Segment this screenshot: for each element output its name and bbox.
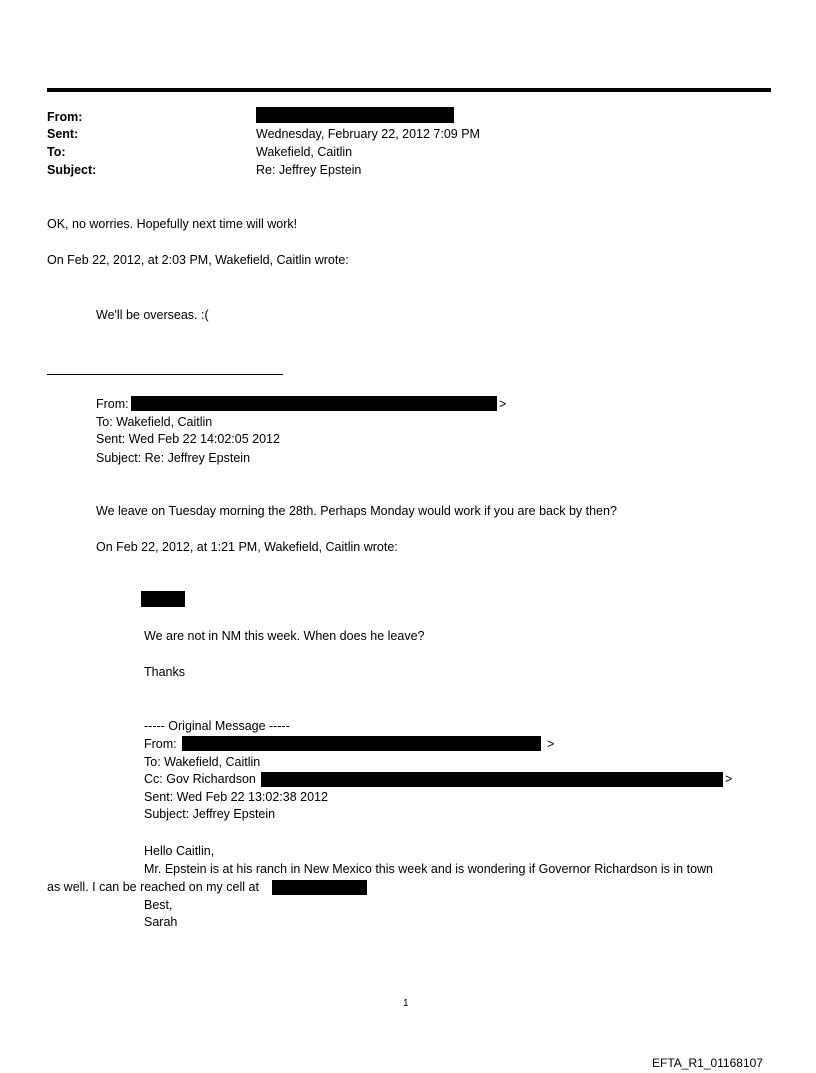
msg3-thanks: Thanks [144,665,185,679]
msg2-from-redaction [131,396,497,411]
sent-value: Wednesday, February 22, 2012 7:09 PM [256,127,480,141]
original-to: To: Wakefield, Caitlin [144,755,261,769]
original-separator: ----- Original Message ----- [144,719,290,733]
original-cc-redaction [261,772,723,787]
doc-id: EFTA_R1_01168107 [652,1056,763,1070]
original-from-label: From: [144,737,177,751]
header-rule [47,88,771,92]
to-value: Wakefield, Caitlin [256,145,353,159]
original-closing: Best, [144,898,173,912]
from-redaction [256,107,454,123]
subject-value: Re: Jeffrey Epstein [256,163,362,177]
original-sent: Sent: Wed Feb 22 13:02:38 2012 [144,790,328,804]
msg2-to: To: Wakefield, Caitlin [96,415,213,429]
original-cc-suffix: > [725,772,733,786]
msg2-text: We leave on Tuesday morning the 28th. Perhaps Monday would work if you are back by then? [96,504,617,518]
original-from-redaction [182,736,541,751]
original-from-suffix: > [547,737,555,751]
original-greeting: Hello Caitlin, [144,844,215,858]
msg2-from-suffix: > [499,397,507,411]
msg3-greeting-redaction [141,591,185,607]
phone-redaction [272,880,367,895]
reply-text: OK, no worries. Hopefully next time will work! [47,217,298,231]
original-cc-label: Cc: Gov Richardson [144,772,256,786]
msg2-sent: Sent: Wed Feb 22 14:02:05 2012 [96,432,280,446]
msg2-from-label: From: [96,397,129,411]
msg2-quote-intro: On Feb 22, 2012, at 1:21 PM, Wakefield, Caitlin wrote: [96,540,398,554]
sent-label: Sent: [47,127,79,141]
page-number: 1 [403,998,409,1009]
from-label: From: [47,110,83,124]
quote1-text: We'll be overseas. :( [96,308,209,322]
original-line1: Mr. Epstein is at his ranch in New Mexico this week and is wondering if Governor Richardson is in town [144,862,714,876]
to-label: To: [47,145,66,159]
original-subject: Subject: Jeffrey Epstein [144,807,276,821]
quote1-intro: On Feb 22, 2012, at 2:03 PM, Wakefield, Caitlin wrote: [47,253,349,267]
separator-line [47,374,283,375]
original-signature: Sarah [144,915,178,929]
subject-label: Subject: [47,163,97,177]
msg2-subject: Subject: Re: Jeffrey Epstein [96,451,251,465]
original-line2: as well. I can be reached on my cell at [47,880,259,894]
msg3-text: We are not in NM this week. When does he leave? [144,629,425,643]
